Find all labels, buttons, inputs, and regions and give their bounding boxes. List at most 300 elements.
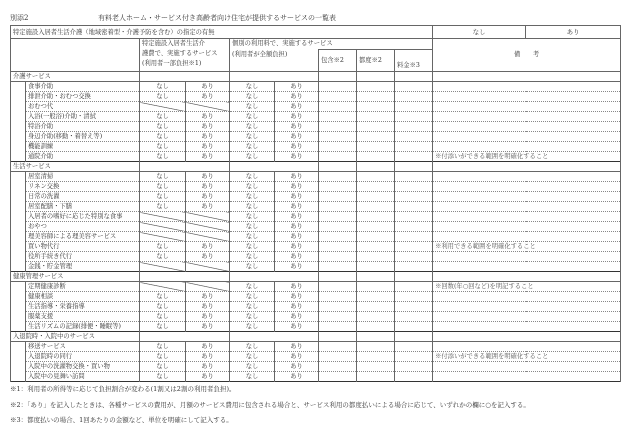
tsudo-cell[interactable]	[357, 222, 395, 232]
table-row	[11, 132, 621, 142]
ryokin-cell[interactable]	[395, 362, 433, 372]
tsudo-cell[interactable]	[357, 352, 395, 362]
kobetsu-yes[interactable]: あり	[275, 132, 319, 142]
ryokin-cell[interactable]	[395, 142, 433, 152]
kobetsu-no[interactable]: なし	[230, 292, 275, 302]
tokutei-yes[interactable]: あり	[186, 182, 230, 192]
hougan-cell[interactable]	[319, 312, 357, 322]
kobetsu-yes[interactable]: あり	[275, 152, 319, 162]
biko-cell[interactable]	[433, 102, 621, 112]
table-row	[11, 372, 621, 382]
header-blank	[11, 39, 140, 72]
kobetsu-yes[interactable]: あり	[275, 362, 319, 372]
kobetsu-no[interactable]: なし	[230, 242, 275, 252]
kobetsu-yes[interactable]: あり	[275, 352, 319, 362]
tokutei-not-applicable	[140, 262, 186, 272]
kobetsu-no[interactable]: なし	[230, 352, 275, 362]
tokutei-yes[interactable]: あり	[186, 112, 230, 122]
tokutei-no[interactable]: なし	[140, 372, 186, 382]
hougan-cell[interactable]	[319, 192, 357, 202]
empty-cell	[395, 272, 433, 282]
biko-cell[interactable]	[433, 232, 621, 242]
biko-cell[interactable]	[433, 132, 621, 142]
kobetsu-yes[interactable]: あり	[275, 172, 319, 182]
tokutei-yes[interactable]: あり	[186, 202, 230, 212]
table-row	[11, 182, 621, 192]
hougan-cell[interactable]	[319, 102, 357, 112]
tokutei-yes[interactable]: あり	[186, 132, 230, 142]
table-row	[11, 252, 621, 262]
indent-cell	[11, 242, 26, 252]
service-name: 移送サービス	[26, 342, 140, 352]
tsudo-cell[interactable]	[357, 172, 395, 182]
kobetsu-yes[interactable]: あり	[275, 302, 319, 312]
tokutei-yes[interactable]: あり	[186, 152, 230, 162]
empty-cell	[230, 162, 319, 172]
ryokin-cell[interactable]	[395, 82, 433, 92]
biko-cell[interactable]	[433, 182, 621, 192]
biko-cell[interactable]	[433, 222, 621, 232]
indent-cell	[11, 112, 26, 122]
indent-cell	[11, 182, 26, 192]
kobetsu-yes[interactable]: あり	[275, 372, 319, 382]
ryokin-cell[interactable]	[395, 122, 433, 132]
tokutei-no[interactable]: なし	[140, 312, 186, 322]
tokutei-yes[interactable]: あり	[186, 342, 230, 352]
kobetsu-no[interactable]: なし	[230, 122, 275, 132]
kobetsu-no[interactable]: なし	[230, 152, 275, 162]
biko-cell[interactable]	[433, 112, 621, 122]
tokutei-no[interactable]: なし	[140, 122, 186, 132]
indent-cell	[11, 372, 26, 382]
biko-cell[interactable]	[433, 372, 621, 382]
tokutei-no[interactable]: なし	[140, 142, 186, 152]
kobetsu-no[interactable]: なし	[230, 202, 275, 212]
kobetsu-yes[interactable]: あり	[275, 192, 319, 202]
tokutei-no[interactable]: なし	[140, 302, 186, 312]
hougan-cell[interactable]	[319, 92, 357, 102]
tokutei-not-applicable	[186, 232, 230, 242]
kobetsu-yes[interactable]: あり	[275, 242, 319, 252]
table-row	[11, 262, 621, 272]
tokutei-no[interactable]: なし	[140, 182, 186, 192]
table-row	[11, 202, 621, 212]
ryokin-cell[interactable]	[395, 202, 433, 212]
tokutei-yes[interactable]: あり	[186, 82, 230, 92]
tsudo-cell[interactable]	[357, 142, 395, 152]
hougan-cell[interactable]	[319, 202, 357, 212]
document-title: 有料老人ホーム・サービス付き高齢者向け住宅が提供するサービスの一覧表	[98, 14, 336, 22]
tsudo-cell[interactable]	[357, 242, 395, 252]
service-name: 健康相談	[26, 292, 140, 302]
service-name: 機能訓練	[26, 142, 140, 152]
ryokin-cell[interactable]	[395, 262, 433, 272]
tsudo-cell[interactable]	[357, 102, 395, 112]
table-row	[11, 92, 621, 102]
ryokin-cell[interactable]	[395, 282, 433, 292]
service-name: 居室配膳・下膳	[26, 202, 140, 212]
tokutei-yes[interactable]: あり	[186, 352, 230, 362]
tokutei-no[interactable]: なし	[140, 192, 186, 202]
tokutei-no[interactable]: なし	[140, 82, 186, 92]
tsudo-cell[interactable]	[357, 362, 395, 372]
tokutei-not-applicable	[186, 102, 230, 112]
ryokin-cell[interactable]	[395, 212, 433, 222]
footnote-3: ※3：都度払いの場合、1回あたりの金額など、単位を明確にして記入する。	[10, 416, 233, 424]
kobetsu-yes[interactable]: あり	[275, 142, 319, 152]
biko-cell[interactable]	[433, 292, 621, 302]
table-row	[11, 282, 621, 292]
empty-cell	[319, 72, 357, 82]
biko-cell[interactable]: ※回数(年○回など)を明記すること	[433, 282, 621, 292]
indent-cell	[11, 282, 26, 292]
kobetsu-yes[interactable]: あり	[275, 322, 319, 332]
table-row	[11, 172, 621, 182]
biko-cell[interactable]	[433, 312, 621, 322]
service-name: 入院中の見舞い訪問	[26, 372, 140, 382]
biko-cell[interactable]	[433, 172, 621, 182]
kobetsu-no[interactable]: なし	[230, 372, 275, 382]
indent-cell	[11, 212, 26, 222]
biko-cell[interactable]	[433, 362, 621, 372]
service-name: 入院中の洗濯物交換・買い物	[26, 362, 140, 372]
kobetsu-no[interactable]: なし	[230, 252, 275, 262]
tsudo-cell[interactable]	[357, 182, 395, 192]
service-name: 特浴介助	[26, 122, 140, 132]
section-row	[11, 72, 621, 82]
kobetsu-yes[interactable]: あり	[275, 252, 319, 262]
tokutei-no[interactable]: なし	[140, 112, 186, 122]
table-row	[11, 112, 621, 122]
tokutei-yes[interactable]: あり	[186, 302, 230, 312]
kobetsu-no[interactable]: なし	[230, 342, 275, 352]
biko-cell[interactable]	[433, 192, 621, 202]
tsudo-cell[interactable]	[357, 152, 395, 162]
tsudo-cell[interactable]	[357, 252, 395, 262]
kobetsu-yes[interactable]: あり	[275, 212, 319, 222]
service-name: 入浴(一般浴)介助・清拭	[26, 112, 140, 122]
hougan-cell[interactable]	[319, 142, 357, 152]
header-biko: 備 考	[433, 39, 621, 72]
hougan-cell[interactable]	[319, 362, 357, 372]
ryokin-cell[interactable]	[395, 222, 433, 232]
service-name: リネン交換	[26, 182, 140, 192]
tokutei-yes[interactable]: あり	[186, 172, 230, 182]
empty-cell	[230, 72, 319, 82]
tsudo-cell[interactable]	[357, 132, 395, 142]
tsudo-cell[interactable]	[357, 112, 395, 122]
indent-cell	[11, 352, 26, 362]
kobetsu-no[interactable]: なし	[230, 112, 275, 122]
biko-cell[interactable]	[433, 122, 621, 132]
tokutei-no[interactable]: なし	[140, 342, 186, 352]
tsudo-cell[interactable]	[357, 312, 395, 322]
service-name: おむつ代	[26, 102, 140, 112]
ryokin-cell[interactable]	[395, 232, 433, 242]
tsudo-cell[interactable]	[357, 292, 395, 302]
service-name: 日常の洗濯	[26, 192, 140, 202]
kobetsu-no[interactable]: なし	[230, 302, 275, 312]
tsudo-cell[interactable]	[357, 282, 395, 292]
table-row	[11, 312, 621, 322]
tokutei-no[interactable]: なし	[140, 92, 186, 102]
hougan-cell[interactable]	[319, 222, 357, 232]
hougan-cell[interactable]	[319, 232, 357, 242]
kobetsu-no[interactable]: なし	[230, 92, 275, 102]
table-row	[11, 152, 621, 162]
kobetsu-yes[interactable]: あり	[275, 262, 319, 272]
section-label: 生活サービス	[11, 162, 140, 172]
hougan-cell[interactable]	[319, 182, 357, 192]
tokutei-no[interactable]: なし	[140, 292, 186, 302]
ryokin-cell[interactable]	[395, 152, 433, 162]
kobetsu-no[interactable]: なし	[230, 362, 275, 372]
kobetsu-yes[interactable]: あり	[275, 122, 319, 132]
kobetsu-yes[interactable]: あり	[275, 112, 319, 122]
indent-cell	[11, 172, 26, 182]
hougan-cell[interactable]	[319, 252, 357, 262]
tsudo-cell[interactable]	[357, 212, 395, 222]
kobetsu-no[interactable]: なし	[230, 232, 275, 242]
kobetsu-yes[interactable]: あり	[275, 82, 319, 92]
tokutei-no[interactable]: なし	[140, 172, 186, 182]
tokutei-yes[interactable]: あり	[186, 322, 230, 332]
tokutei-no[interactable]: なし	[140, 132, 186, 142]
header-kobetsu: 個別の利用料で、実施するサービス	[230, 39, 433, 50]
hougan-cell[interactable]	[319, 212, 357, 222]
kobetsu-no[interactable]: なし	[230, 142, 275, 152]
hougan-cell[interactable]	[319, 112, 357, 122]
empty-cell	[433, 72, 621, 82]
header-tokutei-line2: 護費で、実施するサービス	[142, 50, 218, 57]
tsudo-cell[interactable]	[357, 92, 395, 102]
kobetsu-yes[interactable]: あり	[275, 292, 319, 302]
table-row	[11, 82, 621, 92]
tsudo-cell[interactable]	[357, 202, 395, 212]
kobetsu-yes[interactable]: あり	[275, 282, 319, 292]
ryokin-cell[interactable]	[395, 342, 433, 352]
table-row	[11, 342, 621, 352]
ryokin-cell[interactable]	[395, 102, 433, 112]
ryokin-cell[interactable]	[395, 302, 433, 312]
kobetsu-yes[interactable]: あり	[275, 202, 319, 212]
tsudo-cell[interactable]	[357, 262, 395, 272]
header-hougan: 包含※2	[319, 50, 357, 72]
section-row	[11, 332, 621, 342]
ryokin-cell[interactable]	[395, 192, 433, 202]
service-name: 金銭・貯金管理	[26, 262, 140, 272]
biko-cell[interactable]	[433, 302, 621, 312]
indent-cell	[11, 302, 26, 312]
hougan-cell[interactable]	[319, 82, 357, 92]
hougan-cell[interactable]	[319, 262, 357, 272]
biko-cell[interactable]	[433, 322, 621, 332]
tokutei-yes[interactable]: あり	[186, 372, 230, 382]
service-name: 居室清掃	[26, 172, 140, 182]
empty-cell	[140, 332, 230, 342]
ryokin-cell[interactable]	[395, 242, 433, 252]
hougan-cell[interactable]	[319, 132, 357, 142]
ryokin-cell[interactable]	[395, 322, 433, 332]
ryokin-cell[interactable]	[395, 182, 433, 192]
empty-cell	[140, 272, 230, 282]
hougan-cell[interactable]	[319, 122, 357, 132]
tokutei-not-applicable	[140, 102, 186, 112]
kobetsu-yes[interactable]: あり	[275, 312, 319, 322]
tokutei-yes[interactable]: あり	[186, 122, 230, 132]
kobetsu-no[interactable]: なし	[230, 212, 275, 222]
tsudo-cell[interactable]	[357, 232, 395, 242]
biko-cell[interactable]	[433, 212, 621, 222]
tokutei-no[interactable]: なし	[140, 322, 186, 332]
kobetsu-yes[interactable]: あり	[275, 232, 319, 242]
tokutei-not-applicable	[186, 212, 230, 222]
service-name: 入退院時の同行	[26, 352, 140, 362]
biko-cell[interactable]	[433, 252, 621, 262]
kobetsu-no[interactable]: なし	[230, 222, 275, 232]
empty-cell	[230, 272, 319, 282]
tokutei-yes[interactable]: あり	[186, 252, 230, 262]
header-ryokin: 料金※3	[395, 50, 433, 72]
tsudo-cell[interactable]	[357, 82, 395, 92]
ryokin-cell[interactable]	[395, 132, 433, 142]
ryokin-cell[interactable]	[395, 172, 433, 182]
hougan-cell[interactable]	[319, 322, 357, 332]
ryokin-cell[interactable]	[395, 352, 433, 362]
biko-cell[interactable]	[433, 82, 621, 92]
tokutei-no[interactable]: なし	[140, 362, 186, 372]
indent-cell	[11, 342, 26, 352]
header-tokutei-line1: 特定施設入居者生活介	[142, 40, 205, 47]
biko-cell[interactable]: ※付添いができる範囲を明確化すること	[433, 352, 621, 362]
kobetsu-yes[interactable]: あり	[275, 102, 319, 112]
service-name: 生活指導・栄養指導	[26, 302, 140, 312]
document-label: 別添2	[10, 14, 29, 22]
empty-cell	[357, 162, 395, 172]
biko-cell[interactable]	[433, 262, 621, 272]
ryokin-cell[interactable]	[395, 312, 433, 322]
kobetsu-no[interactable]: なし	[230, 132, 275, 142]
kobetsu-no[interactable]: なし	[230, 172, 275, 182]
empty-cell	[319, 272, 357, 282]
biko-cell[interactable]: ※付添いができる範囲を明確化すること	[433, 152, 621, 162]
kobetsu-no[interactable]: なし	[230, 82, 275, 92]
tokutei-no[interactable]: なし	[140, 242, 186, 252]
table-row	[11, 222, 621, 232]
table-row	[11, 242, 621, 252]
biko-cell[interactable]	[433, 202, 621, 212]
tokutei-yes[interactable]: あり	[186, 192, 230, 202]
kobetsu-yes[interactable]: あり	[275, 222, 319, 232]
kobetsu-no[interactable]: なし	[230, 282, 275, 292]
kobetsu-no[interactable]: なし	[230, 192, 275, 202]
hougan-cell[interactable]	[319, 352, 357, 362]
hougan-cell[interactable]	[319, 302, 357, 312]
tokutei-not-applicable	[186, 262, 230, 272]
service-name: 役所手続き代行	[26, 252, 140, 262]
biko-cell[interactable]	[433, 92, 621, 102]
indent-cell	[11, 132, 26, 142]
biko-cell[interactable]	[433, 342, 621, 352]
empty-cell	[357, 272, 395, 282]
service-name: 買い物代行	[26, 242, 140, 252]
kobetsu-yes[interactable]: あり	[275, 92, 319, 102]
indent-cell	[11, 92, 26, 102]
ryokin-cell[interactable]	[395, 292, 433, 302]
kobetsu-no[interactable]: なし	[230, 262, 275, 272]
table-row	[11, 232, 621, 242]
tokutei-not-applicable	[186, 222, 230, 232]
tokutei-no[interactable]: なし	[140, 352, 186, 362]
kobetsu-yes[interactable]: あり	[275, 342, 319, 352]
tokutei-not-applicable	[140, 232, 186, 242]
ryokin-cell[interactable]	[395, 92, 433, 102]
biko-cell[interactable]: ※利用できる範囲を明確化すること	[433, 242, 621, 252]
tokutei-yes[interactable]: あり	[186, 92, 230, 102]
kobetsu-yes[interactable]: あり	[275, 182, 319, 192]
service-table	[10, 25, 621, 382]
empty-cell	[395, 332, 433, 342]
kobetsu-no[interactable]: なし	[230, 312, 275, 322]
tokutei-yes[interactable]: あり	[186, 142, 230, 152]
table-row	[11, 362, 621, 372]
footnote-1: ※1：利用者の所得等に応じて負担割合が変わる(1割又は2割の利用者負担)。	[10, 385, 236, 393]
hougan-cell[interactable]	[319, 292, 357, 302]
hougan-cell[interactable]	[319, 342, 357, 352]
table-row	[11, 302, 621, 312]
hougan-cell[interactable]	[319, 372, 357, 382]
service-name: 入居者の嗜好に応じた特別な食事	[26, 212, 140, 222]
hougan-cell[interactable]	[319, 242, 357, 252]
table-row	[11, 102, 621, 112]
kobetsu-no[interactable]: なし	[230, 182, 275, 192]
tsudo-cell[interactable]	[357, 302, 395, 312]
designation-yes[interactable]: あり	[526, 26, 621, 39]
hougan-cell[interactable]	[319, 282, 357, 292]
empty-cell	[433, 272, 621, 282]
hougan-cell[interactable]	[319, 172, 357, 182]
service-name: 理美容師による理美容サービス	[26, 232, 140, 242]
tsudo-cell[interactable]	[357, 122, 395, 132]
indent-cell	[11, 322, 26, 332]
ryokin-cell[interactable]	[395, 112, 433, 122]
tokutei-yes[interactable]: あり	[186, 362, 230, 372]
ryokin-cell[interactable]	[395, 372, 433, 382]
ryokin-cell[interactable]	[395, 252, 433, 262]
tsudo-cell[interactable]	[357, 342, 395, 352]
tokutei-yes[interactable]: あり	[186, 242, 230, 252]
kobetsu-no[interactable]: なし	[230, 322, 275, 332]
table-row	[11, 212, 621, 222]
tokutei-no[interactable]: なし	[140, 252, 186, 262]
tsudo-cell[interactable]	[357, 322, 395, 332]
tokutei-no[interactable]: なし	[140, 152, 186, 162]
tokutei-no[interactable]: なし	[140, 202, 186, 212]
tokutei-yes[interactable]: あり	[186, 292, 230, 302]
tsudo-cell[interactable]	[357, 372, 395, 382]
biko-cell[interactable]	[433, 142, 621, 152]
header-kobetsu-sub: (利用者が全額負担)	[230, 50, 319, 72]
tokutei-yes[interactable]: あり	[186, 312, 230, 322]
designation-no[interactable]: なし	[433, 26, 526, 39]
kobetsu-no[interactable]: なし	[230, 102, 275, 112]
indent-cell	[11, 142, 26, 152]
tsudo-cell[interactable]	[357, 192, 395, 202]
indent-cell	[11, 222, 26, 232]
empty-cell	[319, 332, 357, 342]
hougan-cell[interactable]	[319, 152, 357, 162]
table-row	[11, 322, 621, 332]
